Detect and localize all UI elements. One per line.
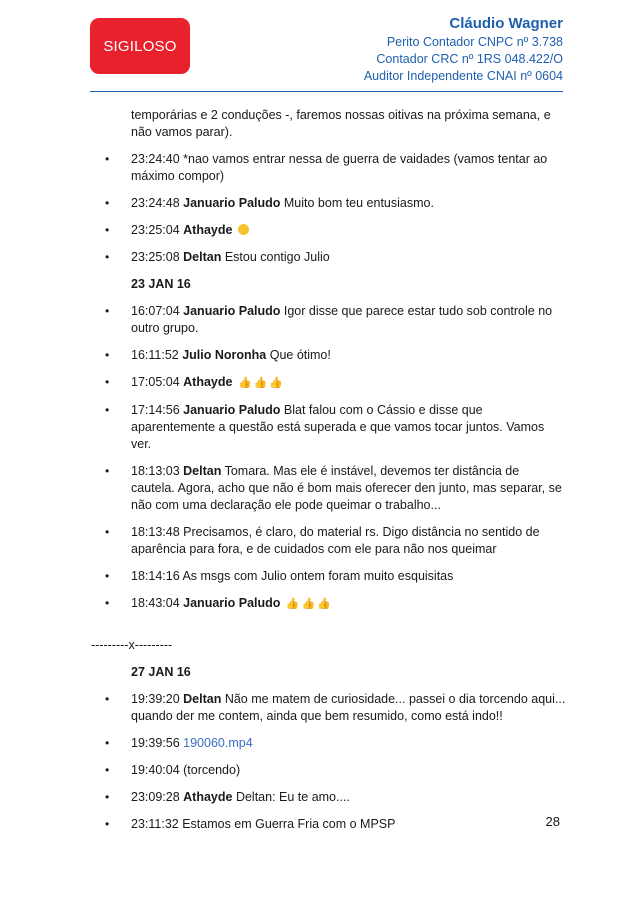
message-time: 23:25:08 — [131, 250, 180, 264]
message-text: Estou contigo Julio — [221, 250, 330, 264]
bullet-icon: • — [105, 304, 110, 318]
message-text: Blat falou com o Cássio e disse que aparentemente a questão está superada e que vamos tocar juntos. Vamos ver. — [131, 403, 545, 451]
message-item — [91, 249, 566, 266]
author-name: Cláudio Wagner — [449, 15, 563, 32]
message-item — [91, 691, 566, 725]
message-time: 16:11:52 — [131, 348, 179, 362]
message-item — [91, 195, 566, 212]
message-text: Tomara. Mas ele é instável, devemos ter distância de cautela. Agora, acho que não é bom mais oferecer den junto, mas separar, se não com uma declaração ele pode queimar o trabalho... — [131, 464, 562, 512]
thumbs-up-emoji-icon: 👍 — [317, 598, 331, 610]
bullet-icon: • — [105, 375, 110, 389]
message-text: Deltan: Eu te amo.... — [232, 790, 350, 804]
message-author: Januario Paludo — [183, 304, 281, 318]
message-list-1 — [91, 151, 566, 266]
message-time: 17:05:04 — [131, 375, 180, 389]
date-heading-2: 27 JAN 16 — [131, 665, 191, 679]
message-time: 19:39:56 — [131, 736, 180, 750]
letterhead — [364, 14, 563, 85]
page-number: 28 — [545, 814, 560, 829]
header-divider — [90, 91, 563, 92]
message-time: 19:40:04 — [131, 763, 180, 777]
message-list-2 — [91, 303, 566, 613]
message-item — [91, 222, 566, 239]
credential-line-3: Auditor Independente CNAI nº 0604 — [363, 69, 563, 83]
message-text: Estamos em Guerra Fria com o MPSP — [178, 817, 396, 831]
message-text: Não me matem de curiosidade... passei o dia torcendo aqui... quando der me contem, ainda que bem resumido, como está indo!! — [131, 692, 566, 723]
message-time: 19:39:20 — [131, 692, 180, 706]
message-item — [91, 347, 566, 364]
message-item — [91, 816, 566, 833]
message-item — [91, 568, 566, 585]
bullet-icon: • — [105, 569, 110, 583]
message-list-3 — [91, 691, 566, 833]
message-text: Precisamos, é claro, do material rs. Digo distância no sentido de aparência para fora, e de cuidados com ele para não nos queimar — [131, 525, 540, 556]
message-item — [91, 151, 566, 185]
message-author: Deltan — [183, 464, 222, 478]
message-author: Athayde — [183, 375, 233, 389]
message-item — [91, 524, 566, 558]
bullet-icon: • — [105, 596, 110, 610]
transcript-body — [91, 107, 566, 833]
message-time: 23:24:40 — [131, 152, 180, 166]
message-item — [91, 735, 566, 752]
message-item — [91, 789, 566, 806]
bullet-icon: • — [105, 763, 110, 777]
message-author: Deltan — [183, 250, 222, 264]
message-time: 16:07:04 — [131, 304, 180, 318]
thumbs-up-emoji-icon: 👍 — [301, 598, 316, 610]
message-time: 23:11:32 — [131, 817, 179, 831]
credential-line-1: Perito Contador CNPC nº 3.738 — [386, 35, 563, 49]
message-text: (torcendo) — [179, 763, 241, 777]
message-text: Igor disse que parece estar tudo sob controle no outro grupo. — [131, 304, 553, 335]
message-author: Athayde — [183, 790, 233, 804]
bullet-icon: • — [105, 692, 110, 706]
bullet-icon: • — [105, 464, 110, 478]
bullet-icon: • — [105, 223, 110, 237]
thumbs-up-emoji-icon: 👍 — [237, 377, 252, 389]
message-item — [91, 595, 566, 613]
confidential-stamp: SIGILOSO — [90, 18, 190, 74]
bullet-icon: • — [105, 250, 110, 264]
message-text: As msgs com Julio ontem foram muito esquisitas — [179, 569, 454, 583]
message-time: 23:09:28 — [131, 790, 180, 804]
message-author: Januario Paludo — [183, 596, 281, 610]
message-item — [91, 303, 566, 337]
message-author: Deltan — [183, 692, 222, 706]
bullet-icon: • — [105, 403, 110, 417]
bullet-icon: • — [105, 817, 110, 831]
message-time: 23:24:48 — [131, 196, 180, 210]
bullet-icon: • — [105, 152, 110, 166]
message-text — [232, 375, 235, 389]
message-time: 18:13:03 — [131, 464, 180, 478]
date-heading-1: 23 JAN 16 — [131, 277, 191, 291]
message-author: Julio Noronha — [182, 348, 267, 362]
bullet-icon: • — [105, 196, 110, 210]
thumbs-up-emoji-icon: 👍 — [285, 598, 300, 610]
message-item — [91, 374, 566, 392]
message-time: 18:13:48 — [131, 525, 180, 539]
message-item — [91, 402, 566, 453]
bullet-icon: • — [105, 736, 110, 750]
message-text — [280, 596, 283, 610]
message-text: Muito bom teu entusiasmo. — [280, 196, 434, 210]
message-time: 18:43:04 — [131, 596, 180, 610]
message-text: *nao vamos entrar nessa de guerra de vaidades (vamos tentar ao máximo compor) — [131, 152, 548, 183]
message-time: 17:14:56 — [131, 403, 180, 417]
message-text — [232, 223, 235, 237]
message-time: 18:14:16 — [131, 569, 180, 583]
thumbs-up-emoji-icon: 👍 — [253, 377, 268, 389]
message-author: Januario Paludo — [183, 196, 281, 210]
credential-line-2: Contador CRC nº 1RS 048.422/O — [376, 52, 563, 66]
message-author: Januario Paludo — [183, 403, 281, 417]
message-time: 23:25:04 — [131, 223, 180, 237]
bullet-icon: • — [105, 525, 110, 539]
message-text: Que ótimo! — [266, 348, 331, 362]
thumbs-up-emoji-icon: 👍 — [269, 377, 284, 389]
section-separator: ---------x--------- — [91, 638, 173, 652]
continued-paragraph: temporárias e 2 conduções -, faremos nossas oitivas na próxima semana, e não vamos parar). — [131, 108, 551, 139]
bullet-icon: • — [105, 790, 110, 804]
smile-emoji-icon — [238, 224, 249, 235]
attachment-link[interactable]: 190060.mp4 — [183, 736, 253, 750]
message-item — [91, 463, 566, 514]
message-item — [91, 762, 566, 779]
message-author: Athayde — [183, 223, 233, 237]
bullet-icon: • — [105, 348, 110, 362]
